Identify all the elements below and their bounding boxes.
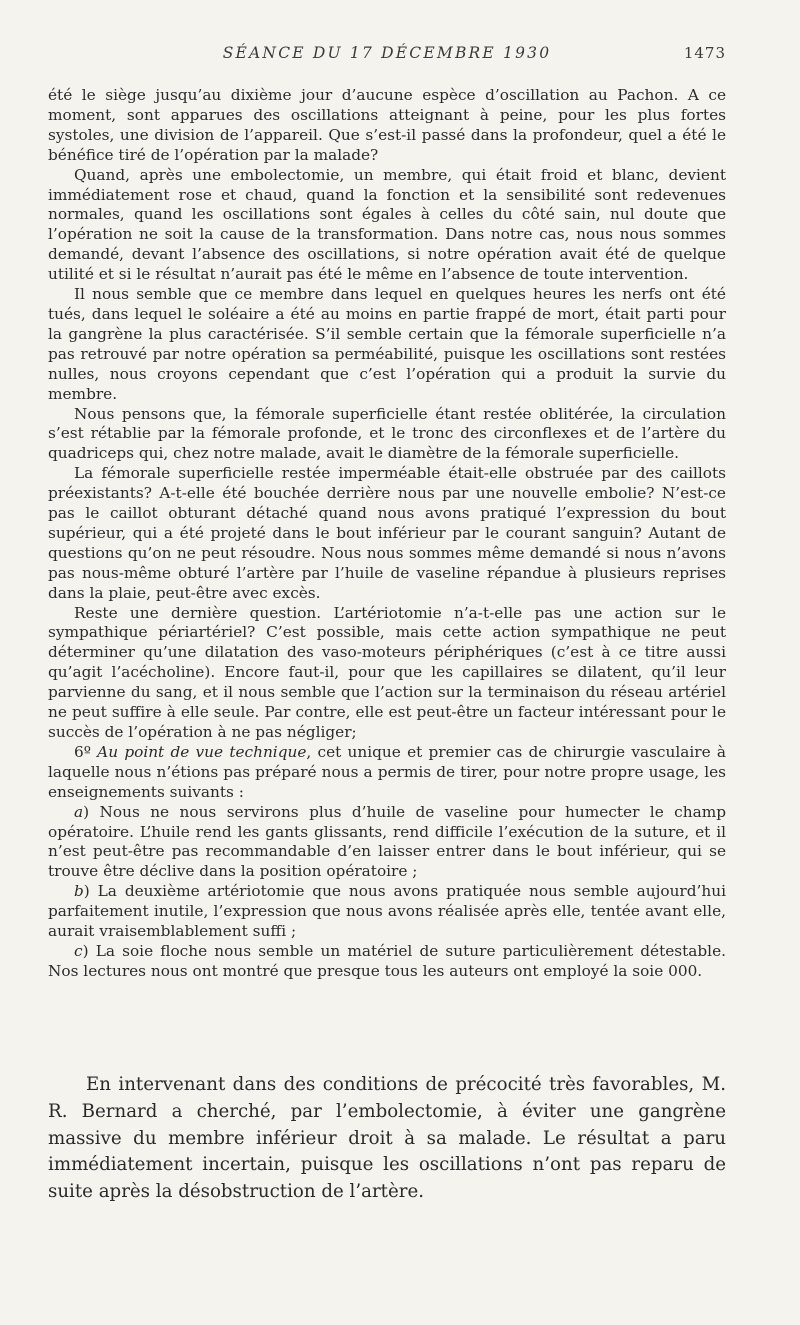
paragraph: Il nous semble que ce membre dans lequel en quelques heures les nerfs ont été tués, dans lequel le soléaire a été au moins en partie frappé de mort, était parti pour la gangrène la plus caractérisée. S’il semble certain que la fémorale superficielle n’a pas retrouvé par notre opération sa perméabilité, puisque les oscillations sont restées nulles, nous croyons cependant que c’est l’opération qui a produit la survie du membre. [48,285,726,403]
list-item-text: ) Nous ne nous servirons plus d’huile de vaseline pour humecter le champ opératoire. L’huile rend les gants glissants, rend difficile l’exécution de la suture, et il n’est peut-être pas recommandable d’en laisser entrer dans le bout inférieur, qui se trouve être déclive dans la position opératoire ; [48,802,726,881]
page-number: 1473 [683,44,726,62]
body-text [48,86,726,982]
summary-paragraph: En intervenant dans des conditions de précocité très favorables, M. R. Bernard a cherché, par l’embolectomie, à éviter une gangrène massive du membre inférieur droit à sa malade. Le résultat a paru immédiatement incertain, puisque les oscillations n’ont pas reparu de suite après la désobstruction de l’artère. [48,1074,726,1203]
paragraph: Nous pensons que, la fémorale superficielle étant restée oblitérée, la circulation s’est rétablie par la fémorale profonde, et le tronc des circonflexes et de l’artère du quadriceps qui, chez notre malade, avait le diamètre de la fémorale superficielle. [48,404,726,463]
list-item-a [48,803,726,883]
paragraph: La fémorale superficielle restée imperméable était-elle obstruée par des caillots préexistants? A-t-elle été bouchée derrière nous par une nouvelle embolie? N’est-ce pas le caillot obturant détaché quand nous avons pratiqué l’expression du bout supérieur, qui a été projeté dans le bout inférieur par le courant sanguin? Autant de questions qu’on ne peut résoudre. Nous nous sommes même demandé si nous n’avons pas nous-même obturé l’artère par l’huile de vaseline répandue à plusieurs reprises dans la plaie, peut-être avec excès. [48,464,726,602]
list-item-text: ) La soie floche nous semble un matériel de suture particulièrement détestable. Nos lectures nous ont montré que presque tous les auteurs ont employé la soie 000. [48,941,726,980]
list-item-c [48,942,726,982]
list-item-text: ) La deuxième artériotomie que nous avons pratiquée nous semble aujourd’hui parfaitement inutile, l’expression que nous avons réalisée après elle, tentée avant elle, aurait vraisemblablement suffi ; [48,882,726,941]
list-marker: a [74,802,84,821]
running-title: SÉANCE DU 17 DÉCEMBRE 1930 [222,44,552,62]
list-marker: b [74,882,84,901]
section-number: 6º [74,742,98,761]
section-heading: Au point de vue technique [97,742,307,761]
page-header [48,44,726,68]
paragraph: été le siège jusqu’au dixième jour d’aucune espèce d’oscillation au Pachon. A ce moment, sont apparues des oscillations atteignant à peine, pour les plus fortes systoles, une division de l’appareil. Que s’est-il passé dans la profondeur, quel a été le bénéfice tiré de l’opération par la malade? [48,86,726,164]
list-marker: c [74,941,83,960]
paragraph: Reste une dernière question. L’artériotomie n’a-t-elle pas une action sur le sympathique périartériel? C’est possible, mais cette action sympathique ne peut déterminer qu’une dilatation des vaso-moteurs périphériques (c’est à ce titre aussi qu’agit l’acécholine). Encore faut-il, pour que les capillaires se dilatent, qu’il leur parvienne du sang, et il nous semble que l’action sur la terminaison du réseau artériel ne peut suffire à elle seule. Par contre, elle est peut-être un facteur intéressant pour le succès de l’opération à ne pas négliger; [48,603,726,741]
paragraph-text: , cet unique et premier cas de chirurgie vasculaire à laquelle nous n’étions pas préparé nous a permis de tirer, pour notre propre usage, les enseignements suivants : [48,742,726,801]
paragraph: Quand, après une embolectomie, un membre, qui était froid et blanc, devient immédiatement rose et chaud, quand la fonction et la sensibilité sont redevenues normales, quand les oscillations sont égales à celles du côté sain, nul doute que l’opération ne soit la cause de la transformation. Dans notre cas, nous nous sommes demandé, devant l’absence des oscillations, si notre opération avait été de quelque utilité et si le résultat n’aurait pas été le même en l’absence de toute intervention. [48,165,726,284]
paragraph-technique [48,743,726,803]
list-item-b [48,882,726,942]
